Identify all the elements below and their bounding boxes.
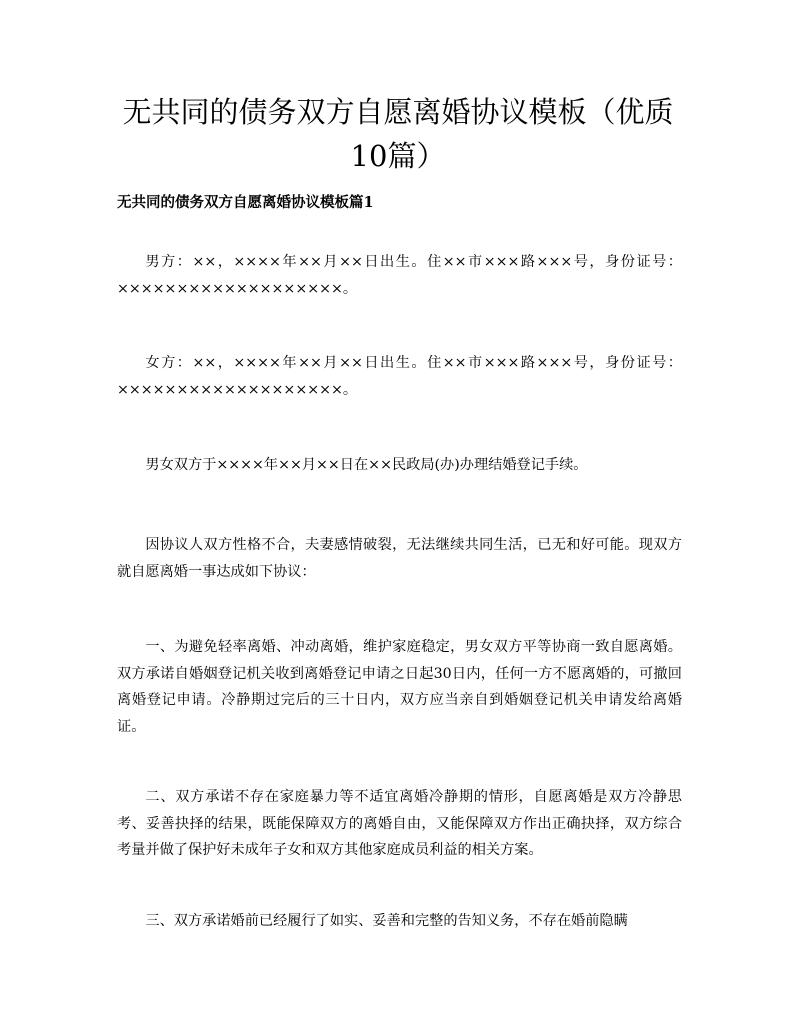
paragraph-male-party: 男方：××，××××年××月××日出生。住××市×××路×××号，身份证号：×××××××××××××××××××。 bbox=[117, 254, 682, 297]
paragraph-clause-3: 三、双方承诺婚前已经履行了如实、妥善和完整的告知义务，不存在婚前隐瞒 bbox=[145, 913, 628, 929]
paragraph-divorce-reason: 因协议人双方性格不合，夫妻感情破裂，无法继续共同生活，已无和好可能。现双方就自愿离婚一事达成如下协议： bbox=[117, 537, 682, 580]
paragraph-marriage-registration: 男女双方于××××年××月××日在××民政局(办)办理结婚登记手续。 bbox=[145, 457, 588, 473]
paragraph-female-party: 女方：××，××××年××月××日出生。住××市×××路×××号，身份证号：×××××××××××××××××××。 bbox=[117, 355, 682, 398]
document-title-line-2: 10篇） bbox=[350, 139, 446, 173]
section-heading: 无共同的债务双方自愿离婚协议模板篇1 bbox=[117, 194, 374, 211]
paragraph-clause-1: 一、为避免轻率离婚、冲动离婚，维护家庭稳定，男女双方平等协商一致自愿离婚。双方承诺自婚姻登记机关收到离婚登记申请之日起30日内，任何一方不愿离婚的，可撤回离婚登记申请。冷静期过完后的三十日内，双方应当亲自到婚姻登记机关申请发给离婚证。 bbox=[117, 639, 682, 735]
paragraph-clause-2: 二、双方承诺不存在家庭暴力等不适宜离婚冷静期的情形，自愿离婚是双方冷静思考、妥善抉择的结果，既能保障双方的离婚自由，又能保障双方作出正确抉择，双方综合考量并做了保护好未成年子女和双方其他家庭成员利益的相关方案。 bbox=[117, 789, 682, 858]
document-title-line-1: 无共同的债务双方自愿离婚协议模板（优质 bbox=[122, 95, 674, 129]
